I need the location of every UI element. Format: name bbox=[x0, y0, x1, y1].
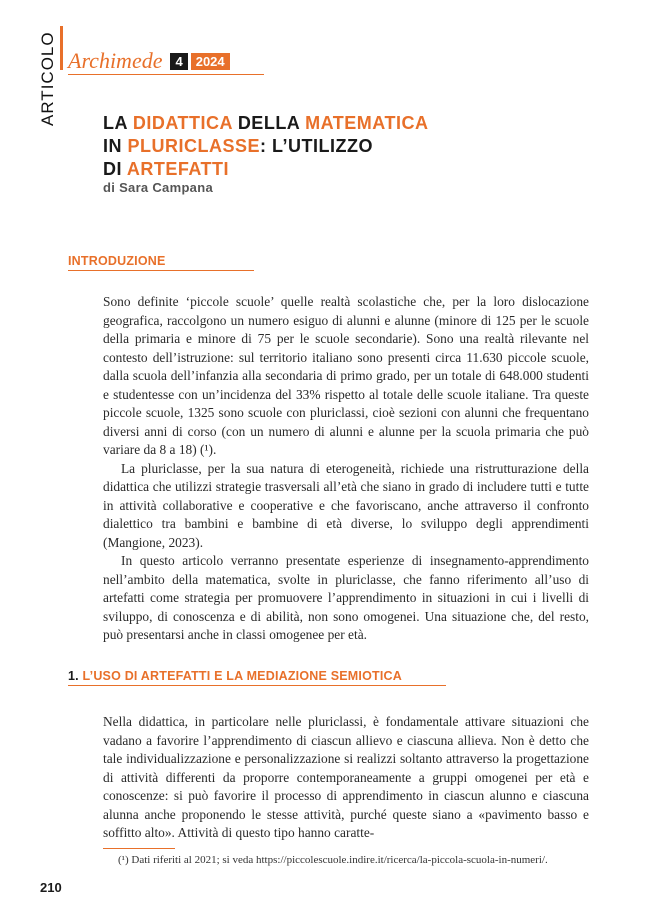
magazine-name: Archimede bbox=[68, 48, 163, 73]
article-author: di Sara Campana bbox=[103, 180, 213, 195]
paragraph: Nella didattica, in particolare nelle pluriclassi, è fondamentale attivare situazioni che vadano a favorire l’apprendimento di ciascun allievo e ciascuna allieva. Non è detto che tale individualizzazione e personalizzazione si realizzi soltanto attraverso la progettazione di attività differenti da proporre contemporaneamente a gruppi omogenei per età e conoscenze: si può favorire il processo di apprendimento in ciascun alunno e ciascuna alunna anche proponendo le stesse attività, purché queste siano a «pavimento basso e soffitto alto». Attività di questo tipo hanno caratte- bbox=[103, 714, 589, 840]
footnote: (¹) Dati riferiti al 2021; si veda https://piccolescuole.indire.it/ricerca/la-piccola-scuola-in-numeri/. bbox=[118, 854, 548, 866]
intro-heading-underline bbox=[68, 270, 254, 271]
footnote-separator bbox=[103, 848, 175, 849]
article-title: LA DIDATTICA DELLA MATEMATICA IN PLURICLASSE: L’UTILIZZO DI ARTEFATTI bbox=[103, 113, 429, 179]
intro-body bbox=[103, 293, 589, 645]
page-number: 210 bbox=[40, 880, 62, 895]
section1-body bbox=[103, 713, 589, 843]
accent-bar bbox=[60, 26, 63, 70]
magazine-header bbox=[68, 48, 230, 74]
intro-heading: INTRODUZIONE bbox=[68, 254, 166, 268]
paragraph: Sono definite ‘piccole scuole’ quelle realtà scolastiche che, per la loro dislocazione geografica, raccolgono un numero esiguo di alunni e alunne (minore di 125 per le scuole della primaria e minore di 75 per le scuole secondarie). Sono una realtà rilevante nel contesto dell’istruzione: sul territorio italiano sono presenti circa 11.630 piccole scuole, dalla scuola dell’infanzia alla secondaria di primo grado, per un totale di 648.000 studenti e studentesse con un’incidenza del 33% rispetto al totale delle scuole italiane. Tra queste piccole scuole, 1325 sono scuole con pluriclassi, cioè sezioni con alunni che frequentano diversi anni di corso (con un numero di alunni e alunne per la scuola primaria che può variare da 8 a 18) (¹). bbox=[103, 294, 589, 457]
paragraph: La pluriclasse, per la sua natura di eterogeneità, richiede una ristrutturazione della didattica che utilizzi strategie trasversali all’età che siano in grado di includere tutti e tutte in attività collaborative e cooperative e che favoriscano, anche attraverso il confronto dialettico tra bambini e bambine di età diverse, lo sviluppo degli apprendimenti (Mangione, 2023). bbox=[103, 460, 589, 550]
header-underline bbox=[68, 74, 264, 75]
issue-number: 4 bbox=[170, 53, 187, 70]
issue-year: 2024 bbox=[191, 53, 230, 70]
paragraph: In questo articolo verranno presentate esperienze di insegnamento-apprendimento nell’ambito della matematica, svolte in pluriclasse, che fanno riferimento all’uso di artefatti come strategia per promuovere l’apprendimento in situazioni in cui i livelli di sviluppo, di conoscenza e di abilità, non sono omogenei. Una situazione che, del resto, può presentarsi anche in classi omogenee per età. bbox=[103, 553, 589, 642]
section1-heading: 1. L’USO DI ARTEFATTI E LA MEDIAZIONE SEMIOTICA bbox=[68, 669, 402, 683]
section-label: ARTICOLO bbox=[38, 31, 57, 126]
section1-heading-underline bbox=[68, 685, 446, 686]
